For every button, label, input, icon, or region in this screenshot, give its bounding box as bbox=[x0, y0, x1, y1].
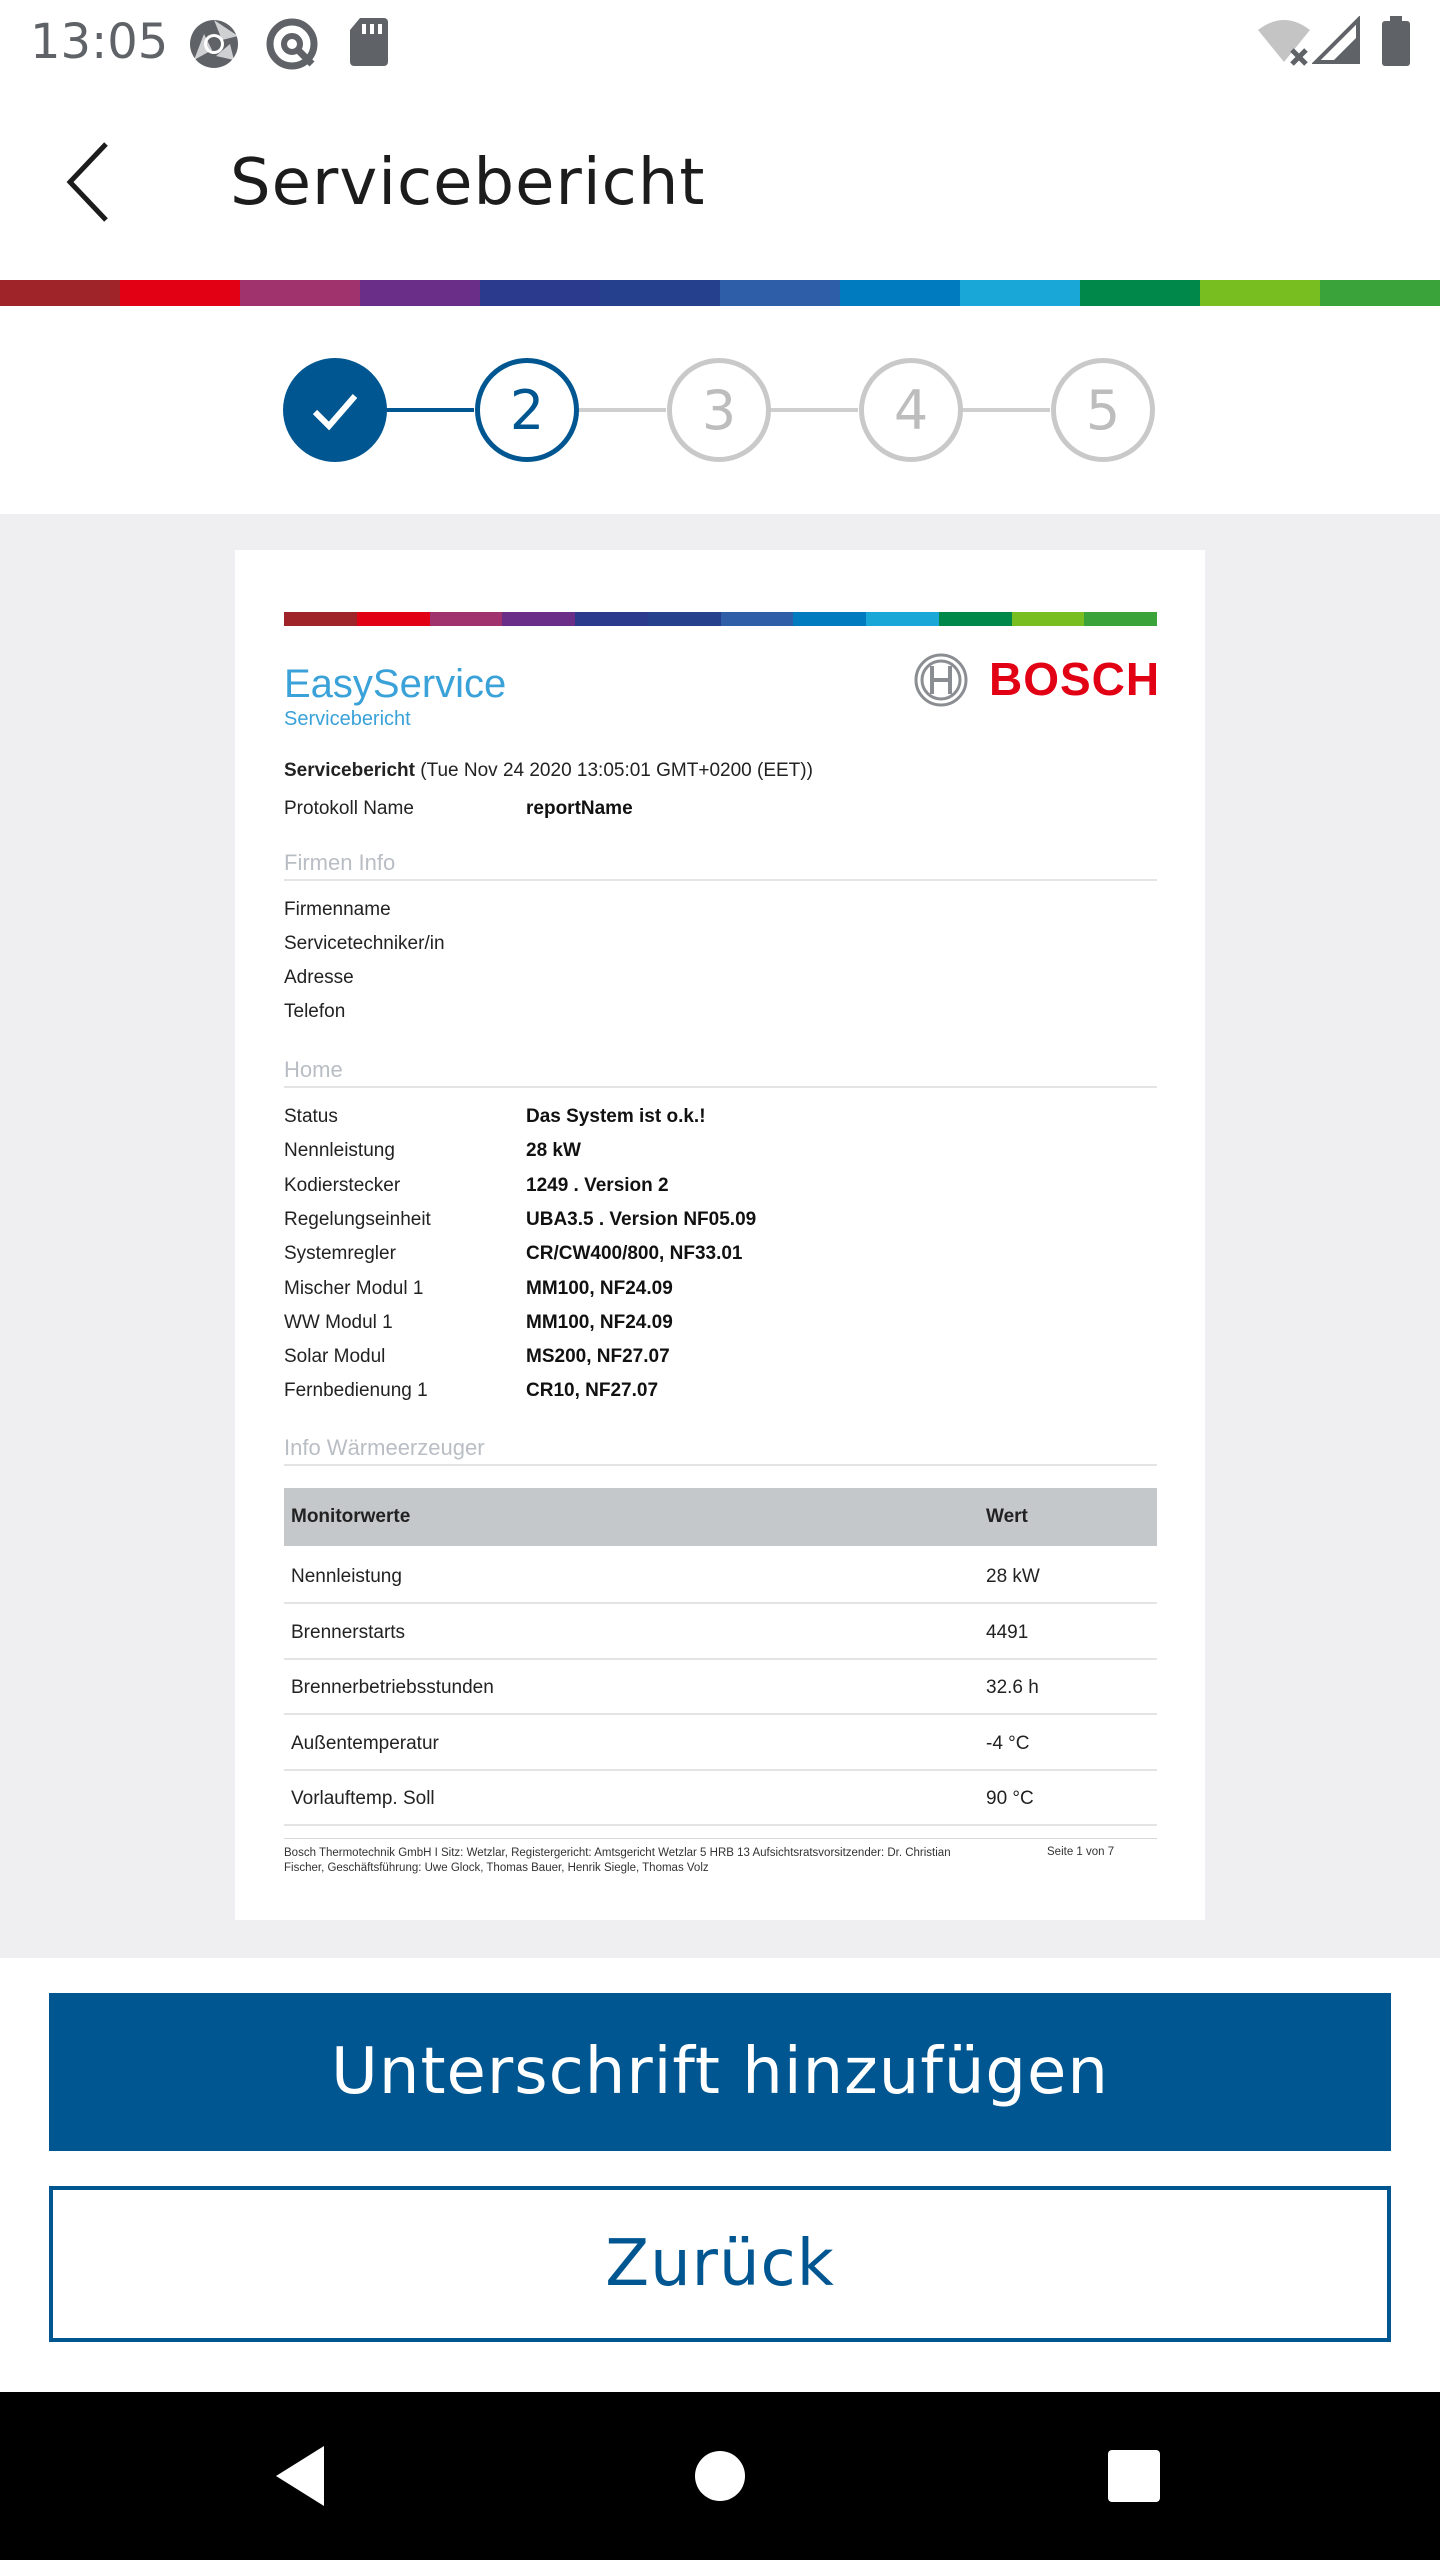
sync-icon bbox=[264, 16, 320, 72]
add-signature-button[interactable]: Unterschrift hinzufügen bbox=[49, 1993, 1391, 2151]
color-segment bbox=[0, 280, 120, 306]
color-segment bbox=[575, 612, 648, 626]
step-4[interactable]: 4 bbox=[859, 358, 963, 462]
color-segment bbox=[866, 612, 939, 626]
document-footer: Bosch Thermotechnik GmbH I Sitz: Wetzlar, Registergericht: Amtsgericht Wetzlar 5 HRB 13 Aufsichtsratsvorsitzender: Dr. Christian Fischer, Geschäftsführung: Uwe Glock, Thomas Bauer, Henrik Siegle, Thomas Volz bbox=[284, 1847, 951, 1874]
brand-color-bar bbox=[0, 280, 1440, 306]
battery-icon bbox=[1380, 16, 1412, 68]
home-row-label: Solar Modul bbox=[284, 1346, 386, 1368]
table-cell-label: Brennerstarts bbox=[291, 1621, 406, 1643]
color-segment bbox=[1320, 280, 1440, 306]
home-row-label: Kodierstecker bbox=[284, 1174, 401, 1196]
page-title: Servicebericht bbox=[230, 146, 706, 220]
monitor-table-header bbox=[284, 1488, 1157, 1546]
home-row-label: Mischer Modul 1 bbox=[284, 1277, 424, 1299]
app-logo-subtitle: Servicebericht bbox=[284, 708, 411, 730]
company-field-label: Servicetechniker/in bbox=[284, 933, 445, 954]
table-cell-value: -4 °C bbox=[986, 1732, 1030, 1754]
page-number: Seite 1 von 7 bbox=[1047, 1846, 1115, 1858]
back-arrow-icon bbox=[50, 134, 130, 230]
protocol-value: reportName bbox=[526, 798, 633, 819]
table-header-monitor: Monitorwerte bbox=[291, 1506, 411, 1527]
table-row bbox=[284, 1604, 1157, 1660]
chrome-icon bbox=[186, 16, 242, 72]
home-row-value: MS200, NF27.07 bbox=[526, 1346, 670, 1368]
color-segment bbox=[721, 612, 794, 626]
step-connector bbox=[770, 408, 858, 412]
table-row bbox=[284, 1548, 1157, 1604]
home-row-label: Regelungseinheit bbox=[284, 1208, 431, 1230]
step-connector bbox=[962, 408, 1050, 412]
color-segment bbox=[600, 280, 720, 306]
wifi-off-icon bbox=[1256, 16, 1312, 68]
table-cell-value: 28 kW bbox=[986, 1566, 1040, 1587]
home-row-label: WW Modul 1 bbox=[284, 1311, 393, 1333]
home-row-value: CR10, NF27.07 bbox=[526, 1380, 659, 1402]
table-row bbox=[284, 1770, 1157, 1826]
table-cell-label: Vorlauftemp. Soll bbox=[291, 1788, 435, 1809]
color-segment bbox=[840, 280, 960, 306]
checkmark-icon bbox=[307, 382, 363, 438]
company-field-label: Telefon bbox=[284, 1001, 346, 1022]
app-logo-text: EasyService bbox=[284, 662, 507, 706]
table-cell-label: Außentemperatur bbox=[291, 1732, 439, 1754]
color-segment bbox=[939, 612, 1012, 626]
color-segment bbox=[480, 280, 600, 306]
table-row bbox=[284, 1715, 1157, 1771]
color-segment bbox=[960, 280, 1080, 306]
app-bar bbox=[0, 84, 1440, 280]
system-nav-bar bbox=[0, 2392, 1440, 2560]
color-segment bbox=[1080, 280, 1200, 306]
color-segment bbox=[793, 612, 866, 626]
table-header-value: Wert bbox=[986, 1506, 1028, 1527]
back-button[interactable] bbox=[50, 134, 130, 230]
home-row-value: MM100, NF24.09 bbox=[526, 1311, 673, 1333]
report-heading: Servicebericht (Tue Nov 24 2020 13:05:01 GMT+0200 (EET)) bbox=[284, 760, 813, 781]
home-row-label: Nennleistung bbox=[284, 1140, 395, 1162]
table-cell-value: 32.6 h bbox=[986, 1677, 1039, 1698]
color-segment bbox=[720, 280, 840, 306]
step-5[interactable]: 5 bbox=[1051, 358, 1155, 462]
home-row-label: Status bbox=[284, 1106, 338, 1127]
footer-divider bbox=[284, 1838, 1157, 1839]
section-generator-title: Info Wärmeerzeuger bbox=[284, 1435, 485, 1460]
table-cell-label: Brennerbetriebsstunden bbox=[291, 1677, 494, 1698]
section-divider bbox=[284, 1464, 1157, 1466]
signal-icon bbox=[1312, 16, 1362, 66]
step-1-complete[interactable] bbox=[283, 358, 387, 462]
section-home-title: Home bbox=[284, 1057, 343, 1082]
home-row-value: Das System ist o.k.! bbox=[526, 1106, 706, 1127]
section-company-title: Firmen Info bbox=[284, 850, 396, 875]
color-segment bbox=[284, 612, 357, 626]
home-row-value: 28 kW bbox=[526, 1140, 581, 1162]
color-segment bbox=[1012, 612, 1085, 626]
home-row-value: UBA3.5 . Version NF05.09 bbox=[526, 1208, 757, 1230]
document-color-bar bbox=[284, 612, 1157, 626]
status-time: 13:05 bbox=[30, 14, 169, 70]
company-field-label: Firmenname bbox=[284, 899, 391, 920]
step-3[interactable]: 3 bbox=[667, 358, 771, 462]
home-row-label: Systemregler bbox=[284, 1243, 396, 1265]
nav-home-icon[interactable] bbox=[694, 2450, 746, 2502]
color-segment bbox=[120, 280, 240, 306]
section-divider bbox=[284, 879, 1157, 881]
table-cell-value: 90 °C bbox=[986, 1788, 1034, 1809]
sd-card-icon bbox=[348, 16, 390, 68]
company-field-label: Adresse bbox=[284, 967, 354, 988]
home-row-value: CR/CW400/800, NF33.01 bbox=[526, 1243, 743, 1265]
table-cell-value: 4491 bbox=[986, 1621, 1029, 1643]
color-segment bbox=[1200, 280, 1320, 306]
color-segment bbox=[648, 612, 721, 626]
back-text-button[interactable]: Zurück bbox=[49, 2186, 1391, 2342]
section-divider bbox=[284, 1086, 1157, 1088]
color-segment bbox=[1084, 612, 1157, 626]
step-connector bbox=[578, 408, 666, 412]
nav-recents-icon[interactable] bbox=[1108, 2450, 1160, 2502]
color-segment bbox=[360, 280, 480, 306]
progress-stepper bbox=[0, 306, 1440, 514]
color-segment bbox=[502, 612, 575, 626]
step-connector bbox=[386, 408, 474, 412]
nav-back-icon[interactable] bbox=[272, 2444, 328, 2508]
step-2[interactable]: 2 bbox=[475, 358, 579, 462]
color-segment bbox=[357, 612, 430, 626]
status-bar bbox=[0, 0, 1440, 84]
color-segment bbox=[430, 612, 503, 626]
table-row bbox=[284, 1659, 1157, 1715]
protocol-label: Protokoll Name bbox=[284, 798, 414, 819]
home-row-value: 1249 . Version 2 bbox=[526, 1174, 669, 1196]
color-segment bbox=[240, 280, 360, 306]
home-row-value: MM100, NF24.09 bbox=[526, 1277, 673, 1299]
bosch-armature-icon bbox=[913, 652, 969, 708]
report-page bbox=[235, 550, 1205, 1920]
bosch-logo: BOSCH bbox=[989, 653, 1161, 705]
home-row-label: Fernbedienung 1 bbox=[284, 1380, 428, 1402]
report-preview-area[interactable] bbox=[0, 514, 1440, 1958]
table-cell-label: Nennleistung bbox=[291, 1566, 402, 1587]
